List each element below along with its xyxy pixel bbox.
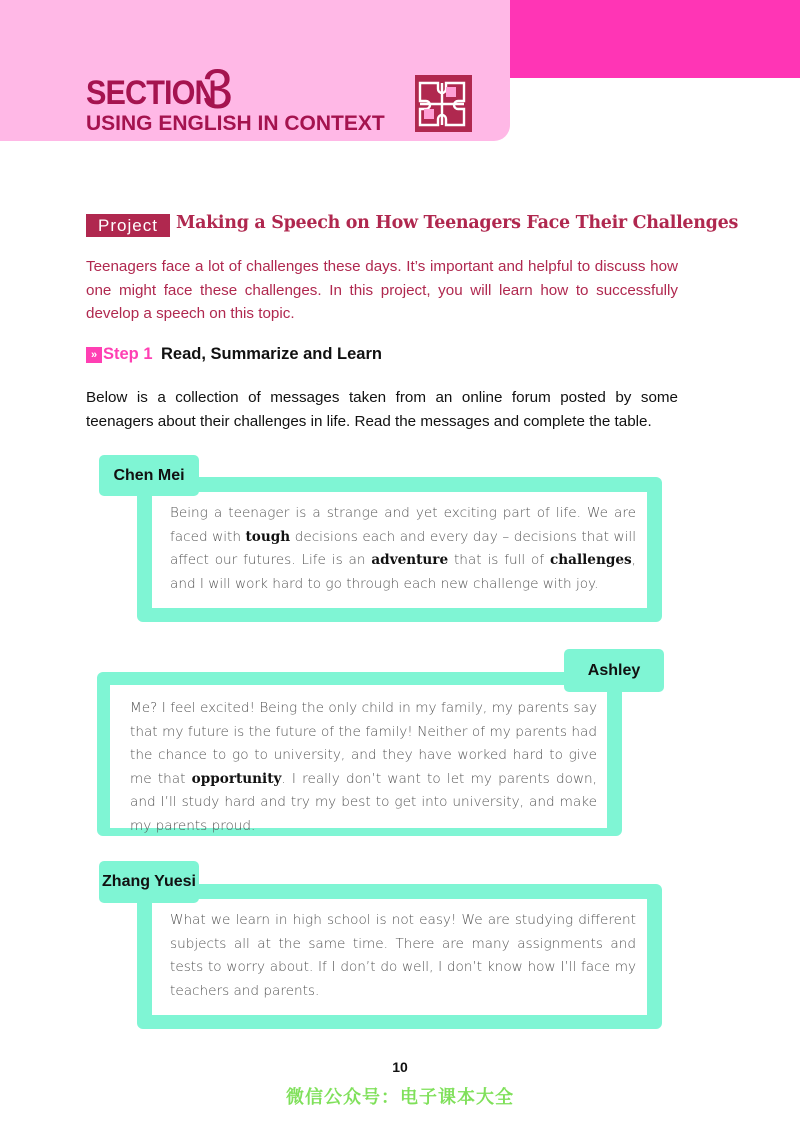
project-intro: Teenagers face a lot of challenges these days. It’s important and helpful to discuss how one might face these challenges. In this project, you will learn how to successfully develop a speech on this topic. <box>86 258 678 322</box>
message-text <box>130 697 597 838</box>
author-tab: Chen Mei <box>99 455 199 496</box>
section-label: SECTION <box>86 74 216 112</box>
message-text <box>170 909 636 1003</box>
puzzle-icon <box>415 75 472 132</box>
step-instructions: Below is a collection of messages taken from an online forum posted by some teenagers about their challenges in life. Read the messages and complete the table. <box>86 389 678 430</box>
message-text-part: that is full of <box>448 552 551 568</box>
message-text <box>170 502 636 596</box>
message-text-part: decisions each and every day – decisions that will affect our futures. Life is an <box>170 528 636 568</box>
watermark: 微信公众号：电子课本大全 <box>286 1087 514 1107</box>
step-label: Step 1 <box>103 345 153 363</box>
section-number: 3 <box>202 57 234 120</box>
message-text-part: , and I will work hard to go through each new challenge with joy. <box>170 552 636 592</box>
keyword: tough <box>245 528 291 545</box>
keyword: opportunity <box>191 770 282 787</box>
header-accent-bar <box>510 0 800 78</box>
message-text-part: Being a teenager is a strange and yet exciting part of life. We are faced with <box>170 505 636 545</box>
message-text-part: . I really don’t want to let my parents down, and I’ll study hard and try my best to get into university, and make my parents proud. <box>130 770 597 834</box>
project-title: Making a Speech on How Teenagers Face Their Challenges <box>176 213 739 233</box>
section-subtitle: USING ENGLISH IN CONTEXT <box>86 112 385 135</box>
step-title: Read, Summarize and Learn <box>161 345 382 363</box>
keyword: adventure <box>371 552 449 568</box>
author-tab: Ashley <box>564 649 664 692</box>
author-tab: Zhang Yuesi <box>99 861 199 903</box>
keyword: challenges <box>550 552 632 568</box>
message-text-part: Me? I feel excited! Being the only child in my family, my parents say that my future is the future of the family! Neither of my parents had the chance to go to university, and they have worked hard to give me that <box>130 700 597 787</box>
step-arrow-icon: » <box>86 347 102 363</box>
page-number: 10 <box>392 1059 408 1075</box>
message-text-part: What we learn in high school is not easy! We are studying different subjects all at the same time. There are many assignments and tests to worry about. If I don’t do well, I don’t know how I’ll face my teachers and parents. <box>170 912 636 999</box>
project-badge: Project <box>86 214 170 237</box>
